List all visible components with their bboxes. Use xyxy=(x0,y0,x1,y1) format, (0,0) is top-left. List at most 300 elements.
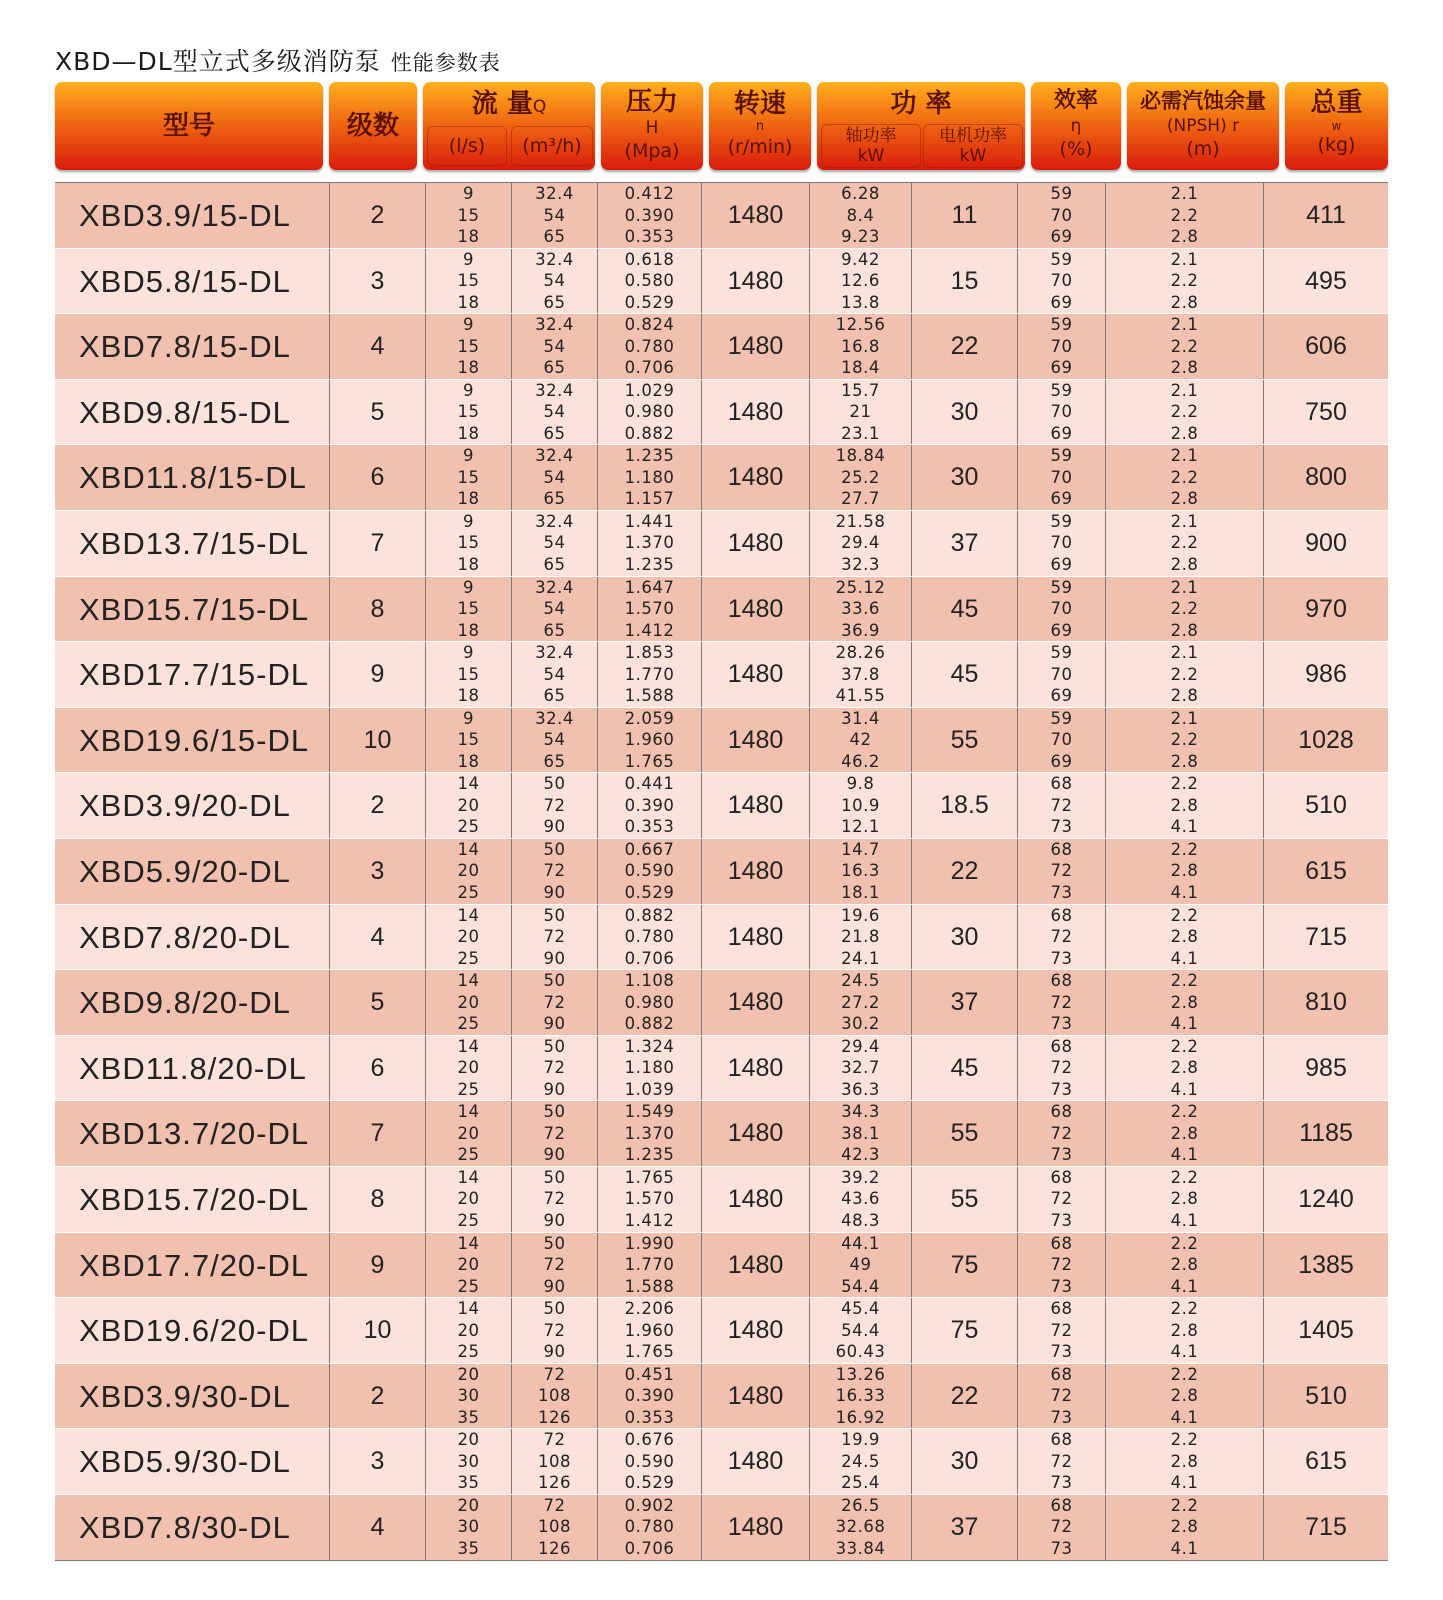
cell-weight: 985 xyxy=(1263,1036,1388,1101)
cell-eff-value: 73 xyxy=(1050,882,1073,902)
cell-mpa-value: 0.882 xyxy=(624,905,675,925)
cell-mpa-value: 2.059 xyxy=(624,708,675,728)
header-motor-power: 电机功率 kW xyxy=(923,124,1023,168)
cell-m3h-value: 65 xyxy=(543,423,566,443)
cell-m3h-value: 54 xyxy=(543,467,566,487)
cell-mpa-value: 0.451 xyxy=(624,1364,675,1384)
cell-model: XBD11.8/15-DL xyxy=(79,460,307,496)
cell-stages: 8 xyxy=(329,1167,425,1232)
cell-shaft-value: 32.3 xyxy=(841,554,880,574)
cell-npsh-value: 2.2 xyxy=(1170,1495,1199,1515)
cell-mpa-value: 0.390 xyxy=(624,205,675,225)
cell-mpa-value: 0.780 xyxy=(624,336,675,356)
cell-npsh-value: 4.1 xyxy=(1170,1276,1199,1296)
cell-m3h-value: 32.4 xyxy=(535,380,574,400)
cell-mpa-value: 0.780 xyxy=(624,927,675,947)
cell-ls xyxy=(425,642,511,707)
table-row xyxy=(55,1036,1388,1102)
cell-shaft xyxy=(809,773,911,838)
cell-eff xyxy=(1017,905,1105,970)
cell-mpa-value: 0.353 xyxy=(624,1407,675,1427)
cell-eff-value: 73 xyxy=(1050,817,1073,837)
cell-weight: 510 xyxy=(1263,773,1388,838)
cell-m3h-value: 72 xyxy=(543,1255,566,1274)
cell-shaft-value: 29.4 xyxy=(841,533,880,553)
cell-m3h-value: 126 xyxy=(538,1407,571,1427)
cell-eff-value: 69 xyxy=(1050,292,1073,312)
cell-shaft-value: 36.9 xyxy=(841,620,880,640)
title-main: XBD—DL型立式多级消防泵 xyxy=(55,47,381,76)
cell-ls-value: 18 xyxy=(457,686,480,706)
table-row xyxy=(55,249,1388,315)
cell-ls-value: 18 xyxy=(457,227,480,246)
cell-npsh-value: 2.8 xyxy=(1170,686,1199,706)
cell-motor: 75 xyxy=(911,1298,1017,1363)
cell-m3h-value: 72 xyxy=(543,927,566,947)
cell-shaft-value: 18.1 xyxy=(841,882,880,902)
cell-mpa-value: 1.588 xyxy=(624,1276,675,1296)
cell-shaft-value: 32.7 xyxy=(841,1058,880,1078)
cell-m3h-value: 90 xyxy=(543,1145,566,1165)
header-shaft-power: 轴功率 kW xyxy=(821,124,921,168)
cell-rpm: 1480 xyxy=(701,708,809,773)
cell-ls-value: 25 xyxy=(457,1342,480,1362)
cell-model: XBD11.8/20-DL xyxy=(79,1050,307,1086)
cell-m3h-value: 50 xyxy=(543,839,566,859)
cell-weight: 615 xyxy=(1263,839,1388,904)
cell-weight: 986 xyxy=(1263,642,1388,707)
cell-model: XBD7.8/30-DL xyxy=(79,1509,291,1545)
cell-eff-value: 72 xyxy=(1050,861,1073,881)
cell-shaft-value: 33.84 xyxy=(835,1538,886,1558)
cell-mpa xyxy=(597,642,701,707)
cell-m3h-value: 72 xyxy=(543,1123,566,1143)
cell-eff-value: 73 xyxy=(1050,1276,1073,1296)
cell-shaft-value: 25.2 xyxy=(841,467,880,487)
cell-eff xyxy=(1017,1429,1105,1494)
cell-model: XBD17.7/20-DL xyxy=(79,1247,310,1283)
cell-shaft-value: 28.26 xyxy=(835,643,886,663)
cell-mpa-value: 0.882 xyxy=(624,1014,675,1034)
cell-ls-value: 18 xyxy=(457,358,480,378)
cell-shaft-value: 16.3 xyxy=(841,861,880,881)
cell-npsh-value: 2.8 xyxy=(1170,1517,1199,1537)
cell-eff-value: 68 xyxy=(1050,905,1073,925)
cell-shaft-value: 27.7 xyxy=(841,489,880,509)
cell-shaft-value: 38.1 xyxy=(841,1123,880,1143)
cell-eff-value: 70 xyxy=(1050,271,1073,291)
cell-mpa-value: 0.529 xyxy=(624,1473,675,1493)
cell-model: XBD9.8/15-DL xyxy=(79,394,291,430)
cell-mpa-value: 0.580 xyxy=(624,271,675,291)
cell-eff xyxy=(1017,1167,1105,1232)
table-row xyxy=(55,511,1388,577)
cell-mpa-value: 0.590 xyxy=(624,861,675,881)
cell-eff-value: 73 xyxy=(1050,948,1073,968)
cell-ls-value: 20 xyxy=(457,1430,480,1450)
cell-npsh-value: 2.8 xyxy=(1170,751,1199,771)
cell-m3h xyxy=(511,1495,597,1561)
cell-shaft-value: 42 xyxy=(849,730,872,750)
cell-mpa-value: 1.235 xyxy=(624,554,675,574)
cell-shaft-value: 8.4 xyxy=(846,205,875,225)
cell-m3h xyxy=(511,1167,597,1232)
cell-npsh xyxy=(1105,1101,1263,1166)
cell-mpa-value: 0.706 xyxy=(624,358,675,378)
cell-eff-value: 73 xyxy=(1050,1473,1073,1493)
cell-m3h-value: 32.4 xyxy=(535,249,574,269)
cell-mpa-value: 1.770 xyxy=(624,664,675,684)
cell-m3h-value: 54 xyxy=(543,205,566,225)
cell-mpa-value: 1.412 xyxy=(624,1210,675,1230)
cell-eff-value: 70 xyxy=(1050,205,1073,225)
cell-m3h-value: 72 xyxy=(543,1189,566,1209)
cell-shaft-value: 54.4 xyxy=(841,1276,880,1296)
cell-npsh-value: 2.2 xyxy=(1170,533,1199,553)
cell-npsh-value: 2.1 xyxy=(1170,380,1199,400)
cell-npsh-value: 2.8 xyxy=(1170,554,1199,574)
cell-shaft xyxy=(809,970,911,1035)
cell-stages: 3 xyxy=(329,839,425,904)
cell-npsh-value: 2.1 xyxy=(1170,315,1199,335)
cell-weight: 970 xyxy=(1263,577,1388,642)
cell-m3h xyxy=(511,249,597,314)
cell-eff-value: 69 xyxy=(1050,227,1073,246)
cell-m3h-value: 54 xyxy=(543,271,566,291)
cell-shaft xyxy=(809,577,911,642)
cell-motor: 22 xyxy=(911,1364,1017,1429)
cell-stages: 4 xyxy=(329,314,425,379)
cell-eff xyxy=(1017,577,1105,642)
cell-mpa xyxy=(597,183,701,248)
cell-stages: 9 xyxy=(329,642,425,707)
table-row xyxy=(55,380,1388,446)
cell-npsh-value: 4.1 xyxy=(1170,1407,1199,1427)
cell-eff xyxy=(1017,445,1105,510)
cell-motor: 37 xyxy=(911,1495,1017,1561)
cell-mpa-value: 0.412 xyxy=(624,184,675,203)
cell-ls xyxy=(425,1495,511,1561)
cell-motor: 30 xyxy=(911,905,1017,970)
cell-ls-value: 35 xyxy=(457,1538,480,1558)
cell-shaft-value: 29.4 xyxy=(841,1036,880,1056)
cell-npsh-value: 2.1 xyxy=(1170,249,1199,269)
cell-mpa-value: 1.765 xyxy=(624,1167,675,1187)
cell-ls-value: 9 xyxy=(463,446,474,466)
cell-m3h-value: 126 xyxy=(538,1538,571,1558)
cell-shaft xyxy=(809,1233,911,1298)
cell-shaft-value: 13.8 xyxy=(841,292,880,312)
cell-npsh-value: 2.2 xyxy=(1170,599,1199,619)
cell-shaft-value: 16.92 xyxy=(835,1407,886,1427)
cell-mpa xyxy=(597,1298,701,1363)
cell-mpa-value: 1.588 xyxy=(624,686,675,706)
cell-shaft-value: 9.42 xyxy=(841,249,880,269)
cell-npsh-value: 2.2 xyxy=(1170,1036,1199,1056)
cell-weight: 1385 xyxy=(1263,1233,1388,1298)
cell-shaft xyxy=(809,511,911,576)
cell-ls-value: 14 xyxy=(457,774,480,794)
title-sub: 性能参数表 xyxy=(390,51,501,75)
cell-rpm: 1480 xyxy=(701,1233,809,1298)
cell-mpa-value: 1.235 xyxy=(624,446,675,466)
cell-m3h-value: 65 xyxy=(543,751,566,771)
cell-ls-value: 20 xyxy=(457,1495,480,1515)
cell-ls-value: 20 xyxy=(457,1058,480,1078)
cell-eff xyxy=(1017,1364,1105,1429)
cell-ls-value: 14 xyxy=(457,905,480,925)
cell-stages: 5 xyxy=(329,970,425,1035)
cell-npsh-value: 4.1 xyxy=(1170,1210,1199,1230)
cell-ls xyxy=(425,1167,511,1232)
cell-mpa xyxy=(597,970,701,1035)
cell-npsh-value: 2.1 xyxy=(1170,577,1199,597)
cell-npsh-value: 2.8 xyxy=(1170,1189,1199,1209)
cell-m3h-value: 72 xyxy=(543,1058,566,1078)
cell-mpa xyxy=(597,1233,701,1298)
cell-stages: 7 xyxy=(329,511,425,576)
cell-eff-value: 73 xyxy=(1050,1210,1073,1230)
cell-ls-value: 9 xyxy=(463,643,474,663)
cell-eff-value: 59 xyxy=(1050,315,1073,335)
cell-ls-value: 15 xyxy=(457,664,480,684)
cell-ls-value: 25 xyxy=(457,882,480,902)
cell-ls-value: 14 xyxy=(457,1102,480,1122)
header-stages: 级数 xyxy=(329,82,417,170)
cell-shaft xyxy=(809,1101,911,1166)
cell-shaft-value: 18.84 xyxy=(835,446,886,466)
cell-shaft xyxy=(809,1429,911,1494)
cell-rpm: 1480 xyxy=(701,577,809,642)
cell-shaft-value: 21.58 xyxy=(835,511,886,531)
cell-motor: 37 xyxy=(911,970,1017,1035)
cell-eff-value: 68 xyxy=(1050,1299,1073,1319)
cell-npsh-value: 2.2 xyxy=(1170,664,1199,684)
cell-m3h-value: 90 xyxy=(543,1079,566,1099)
cell-m3h-value: 65 xyxy=(543,489,566,509)
cell-eff-value: 72 xyxy=(1050,927,1073,947)
cell-npsh-value: 2.8 xyxy=(1170,1123,1199,1143)
cell-npsh xyxy=(1105,577,1263,642)
cell-eff xyxy=(1017,1495,1105,1561)
cell-motor: 55 xyxy=(911,1101,1017,1166)
cell-shaft-value: 24.5 xyxy=(841,1451,880,1471)
cell-eff-value: 59 xyxy=(1050,249,1073,269)
cell-npsh-value: 2.2 xyxy=(1170,402,1199,422)
cell-ls-value: 15 xyxy=(457,599,480,619)
cell-eff-value: 72 xyxy=(1050,1058,1073,1078)
cell-m3h-value: 65 xyxy=(543,686,566,706)
cell-ls xyxy=(425,380,511,445)
cell-ls-value: 25 xyxy=(457,817,480,837)
cell-rpm: 1480 xyxy=(701,1167,809,1232)
cell-m3h xyxy=(511,445,597,510)
cell-ls-value: 14 xyxy=(457,1036,480,1056)
cell-npsh-value: 2.2 xyxy=(1170,839,1199,859)
cell-motor: 30 xyxy=(911,380,1017,445)
cell-stages: 10 xyxy=(329,1298,425,1363)
cell-shaft-value: 21.8 xyxy=(841,927,880,947)
cell-ls-value: 20 xyxy=(457,1364,480,1384)
cell-shaft-value: 18.4 xyxy=(841,358,880,378)
cell-rpm: 1480 xyxy=(701,905,809,970)
cell-model: XBD3.9/20-DL xyxy=(79,788,291,824)
cell-eff-value: 59 xyxy=(1050,708,1073,728)
cell-npsh-value: 2.8 xyxy=(1170,1058,1199,1078)
cell-shaft-value: 39.2 xyxy=(841,1167,880,1187)
table-row xyxy=(55,1429,1388,1495)
cell-mpa-value: 0.980 xyxy=(624,402,675,422)
cell-eff-value: 68 xyxy=(1050,1233,1073,1253)
cell-m3h-value: 72 xyxy=(543,992,566,1012)
table-row xyxy=(55,577,1388,643)
cell-shaft-value: 19.9 xyxy=(841,1430,880,1450)
cell-mpa-value: 1.960 xyxy=(624,1320,675,1340)
cell-npsh xyxy=(1105,1364,1263,1429)
cell-ls-value: 25 xyxy=(457,1079,480,1099)
cell-weight: 606 xyxy=(1263,314,1388,379)
cell-rpm: 1480 xyxy=(701,1298,809,1363)
cell-m3h-value: 90 xyxy=(543,1276,566,1296)
cell-ls-value: 20 xyxy=(457,927,480,947)
cell-ls-value: 15 xyxy=(457,533,480,553)
cell-ls-value: 20 xyxy=(457,861,480,881)
cell-m3h xyxy=(511,839,597,904)
cell-motor: 30 xyxy=(911,1429,1017,1494)
cell-ls-value: 9 xyxy=(463,315,474,335)
cell-m3h-value: 90 xyxy=(543,1210,566,1230)
cell-m3h xyxy=(511,183,597,248)
cell-m3h-value: 72 xyxy=(543,1430,566,1450)
cell-mpa-value: 1.157 xyxy=(624,489,675,509)
cell-eff xyxy=(1017,1036,1105,1101)
page-title xyxy=(55,42,501,78)
cell-npsh-value: 2.1 xyxy=(1170,643,1199,663)
cell-npsh xyxy=(1105,642,1263,707)
cell-weight: 715 xyxy=(1263,905,1388,970)
cell-shaft xyxy=(809,183,911,248)
cell-npsh xyxy=(1105,380,1263,445)
cell-npsh xyxy=(1105,1167,1263,1232)
cell-m3h-value: 50 xyxy=(543,1036,566,1056)
cell-m3h-value: 50 xyxy=(543,774,566,794)
cell-shaft-value: 13.26 xyxy=(835,1364,886,1384)
cell-weight: 1185 xyxy=(1263,1101,1388,1166)
cell-motor: 55 xyxy=(911,1167,1017,1232)
cell-ls xyxy=(425,183,511,248)
cell-mpa-value: 0.780 xyxy=(624,1517,675,1537)
cell-m3h-value: 90 xyxy=(543,948,566,968)
cell-mpa xyxy=(597,708,701,773)
cell-npsh-value: 4.1 xyxy=(1170,882,1199,902)
cell-npsh xyxy=(1105,1036,1263,1101)
cell-eff-value: 70 xyxy=(1050,730,1073,750)
cell-npsh-value: 2.2 xyxy=(1170,336,1199,356)
cell-mpa-value: 1.324 xyxy=(624,1036,675,1056)
cell-eff-value: 69 xyxy=(1050,489,1073,509)
table-row xyxy=(55,445,1388,511)
cell-stages: 4 xyxy=(329,905,425,970)
cell-m3h-value: 54 xyxy=(543,664,566,684)
cell-npsh-value: 2.1 xyxy=(1170,511,1199,531)
cell-eff xyxy=(1017,511,1105,576)
cell-eff-value: 68 xyxy=(1050,839,1073,859)
cell-npsh xyxy=(1105,445,1263,510)
cell-mpa-value: 0.902 xyxy=(624,1495,675,1515)
cell-shaft-value: 43.6 xyxy=(841,1189,880,1209)
cell-weight: 900 xyxy=(1263,511,1388,576)
table-row xyxy=(55,183,1388,249)
cell-model: XBD7.8/15-DL xyxy=(79,329,291,365)
cell-m3h-value: 90 xyxy=(543,882,566,902)
cell-eff xyxy=(1017,380,1105,445)
cell-npsh-value: 2.2 xyxy=(1170,1233,1199,1253)
cell-npsh xyxy=(1105,773,1263,838)
cell-model: XBD9.8/20-DL xyxy=(79,985,291,1021)
cell-m3h-value: 32.4 xyxy=(535,643,574,663)
cell-m3h-value: 72 xyxy=(543,1364,566,1384)
cell-ls-value: 30 xyxy=(457,1386,480,1406)
cell-stages: 3 xyxy=(329,249,425,314)
cell-mpa xyxy=(597,839,701,904)
cell-m3h-value: 90 xyxy=(543,817,566,837)
cell-mpa-value: 1.960 xyxy=(624,730,675,750)
cell-npsh-value: 2.8 xyxy=(1170,1255,1199,1274)
cell-ls-value: 18 xyxy=(457,423,480,443)
cell-eff-value: 59 xyxy=(1050,643,1073,663)
cell-m3h-value: 72 xyxy=(543,1320,566,1340)
cell-ls-value: 18 xyxy=(457,751,480,771)
cell-ls xyxy=(425,773,511,838)
cell-ls-value: 20 xyxy=(457,1255,480,1274)
cell-ls xyxy=(425,1036,511,1101)
cell-mpa-value: 1.853 xyxy=(624,643,675,663)
cell-motor: 45 xyxy=(911,1036,1017,1101)
cell-motor: 15 xyxy=(911,249,1017,314)
cell-npsh-value: 4.1 xyxy=(1170,1014,1199,1034)
cell-npsh-value: 2.8 xyxy=(1170,358,1199,378)
cell-shaft-value: 23.1 xyxy=(841,423,880,443)
cell-ls-value: 25 xyxy=(457,1276,480,1296)
cell-eff-value: 73 xyxy=(1050,1538,1073,1558)
cell-shaft-value: 33.6 xyxy=(841,599,880,619)
cell-npsh xyxy=(1105,708,1263,773)
cell-ls xyxy=(425,1101,511,1166)
cell-model: XBD13.7/15-DL xyxy=(79,525,310,561)
cell-ls-value: 18 xyxy=(457,554,480,574)
cell-mpa-value: 0.353 xyxy=(624,227,675,246)
cell-m3h xyxy=(511,1101,597,1166)
cell-npsh xyxy=(1105,249,1263,314)
cell-motor: 45 xyxy=(911,577,1017,642)
cell-npsh-value: 2.8 xyxy=(1170,992,1199,1012)
cell-mpa-value: 1.180 xyxy=(624,1058,675,1078)
cell-motor: 11 xyxy=(911,183,1017,248)
cell-npsh-value: 4.1 xyxy=(1170,1342,1199,1362)
cell-mpa-value: 0.390 xyxy=(624,795,675,815)
cell-rpm: 1480 xyxy=(701,249,809,314)
cell-m3h xyxy=(511,314,597,379)
cell-rpm: 1480 xyxy=(701,183,809,248)
data-table xyxy=(55,182,1388,1561)
cell-npsh-value: 2.2 xyxy=(1170,1364,1199,1384)
cell-eff xyxy=(1017,1298,1105,1363)
cell-mpa-value: 1.180 xyxy=(624,467,675,487)
cell-rpm: 1480 xyxy=(701,773,809,838)
cell-npsh-value: 2.2 xyxy=(1170,1102,1199,1122)
cell-eff-value: 68 xyxy=(1050,971,1073,991)
cell-stages: 8 xyxy=(329,577,425,642)
